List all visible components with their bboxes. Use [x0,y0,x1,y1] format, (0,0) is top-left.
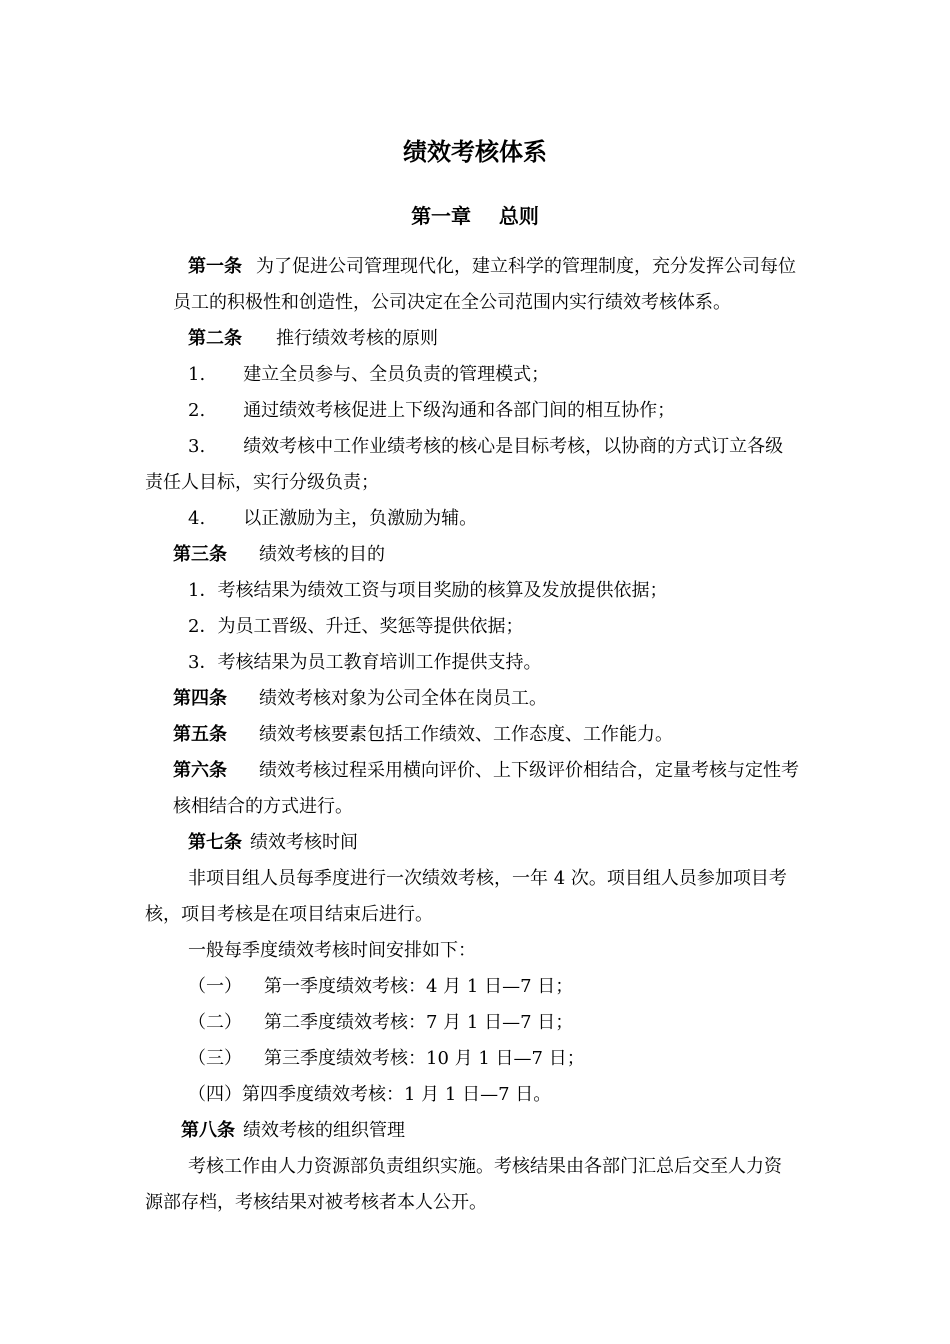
principle-text: 以正激励为主，负激励为辅。 [243,508,478,529]
purpose-item: 2．为员工晋级、升迁、奖惩等提供依据； [188,616,524,637]
article-8-heading: 第八条 [181,1120,235,1141]
article-4-text: 绩效考核对象为公司全体在岗员工。 [259,688,547,709]
principle-item [188,399,675,423]
article-5-heading: 第五条 [173,724,227,745]
article-6-heading: 第六条 [173,760,227,781]
principle-number: 1. [188,364,206,385]
schedule-text: 第二季度绩效考核：7 月 1 日—7 日； [264,1012,574,1033]
article-8-text: 绩效考核的组织管理 [243,1120,405,1141]
schedule-number: （一） [188,976,242,997]
article-2-text: 推行绩效考核的原则 [276,328,438,349]
schedule-item [188,1047,585,1071]
article-5-text: 绩效考核要素包括工作绩效、工作态度、工作能力。 [259,724,673,745]
chapter-heading: 第一章 总则 [411,204,539,228]
article-4 [173,687,547,711]
article-6-text: 绩效考核过程采用横向评价、上下级评价相结合，定量考核与定性考 [259,760,799,781]
principle-number: 4. [188,508,206,529]
article-1-heading: 第一条 [188,256,242,277]
schedule-text: 第四季度绩效考核：1 月 1 日—7 日。 [242,1084,552,1105]
article-7-paragraph: 非项目组人员每季度进行一次绩效考核，一年 4 次。项目组人员参加项目考 [188,868,787,889]
article-5 [173,723,673,747]
schedule-item [188,1083,551,1107]
principle-item [188,507,477,531]
article-6-continuation: 核相结合的方式进行。 [173,796,353,817]
purpose-item: 3．考核结果为员工教育培训工作提供支持。 [188,652,542,673]
article-3-heading: 第三条 [173,544,227,565]
schedule-text: 第三季度绩效考核：10 月 1 日—7 日； [264,1048,585,1069]
purpose-item: 1．考核结果为绩效工资与项目奖励的核算及发放提供依据； [188,580,668,601]
document-title: 绩效考核体系 [403,138,547,166]
article-8-paragraph-continuation: 源部存档，考核结果对被考核者本人公开。 [145,1192,487,1213]
article-3-text: 绩效考核的目的 [259,544,385,565]
article-1-text: 为了促进公司管理现代化，建立科学的管理制度，充分发挥公司每位 [256,256,796,277]
article-7-heading: 第七条 [188,832,242,853]
schedule-item [188,975,573,999]
schedule-text: 第一季度绩效考核：4 月 1 日—7 日； [264,976,574,997]
article-3 [173,543,385,567]
schedule-intro: 一般每季度绩效考核时间安排如下： [188,940,476,961]
principle-item [188,435,783,459]
principle-number: 2. [188,400,206,421]
schedule-number: （四） [188,1084,242,1105]
principle-continuation: 责任人目标，实行分级负责； [145,472,379,493]
principle-text: 绩效考核中工作业绩考核的核心是目标考核，以协商的方式订立各级 [243,436,784,457]
article-1 [188,255,796,279]
schedule-item [188,1011,573,1035]
article-8-paragraph: 考核工作由人力资源部负责组织实施。考核结果由各部门汇总后交至人力资 [188,1156,782,1177]
article-1-continuation: 员工的积极性和创造性，公司决定在全公司范围内实行绩效考核体系。 [173,292,731,313]
principle-number: 3. [188,436,206,457]
article-4-heading: 第四条 [173,688,227,709]
article-8 [181,1119,405,1143]
article-2 [188,327,438,351]
article-7 [188,831,358,855]
schedule-number: （三） [188,1048,242,1069]
principle-text: 建立全员参与、全员负责的管理模式； [243,364,550,385]
schedule-number: （二） [188,1012,242,1033]
article-2-heading: 第二条 [188,328,242,349]
article-7-text: 绩效考核时间 [250,832,358,853]
principle-text: 通过绩效考核促进上下级沟通和各部门间的相互协作； [243,400,676,421]
article-6 [173,759,799,783]
principle-item [188,363,549,387]
article-7-paragraph-continuation: 核，项目考核是在项目结束后进行。 [145,904,433,925]
